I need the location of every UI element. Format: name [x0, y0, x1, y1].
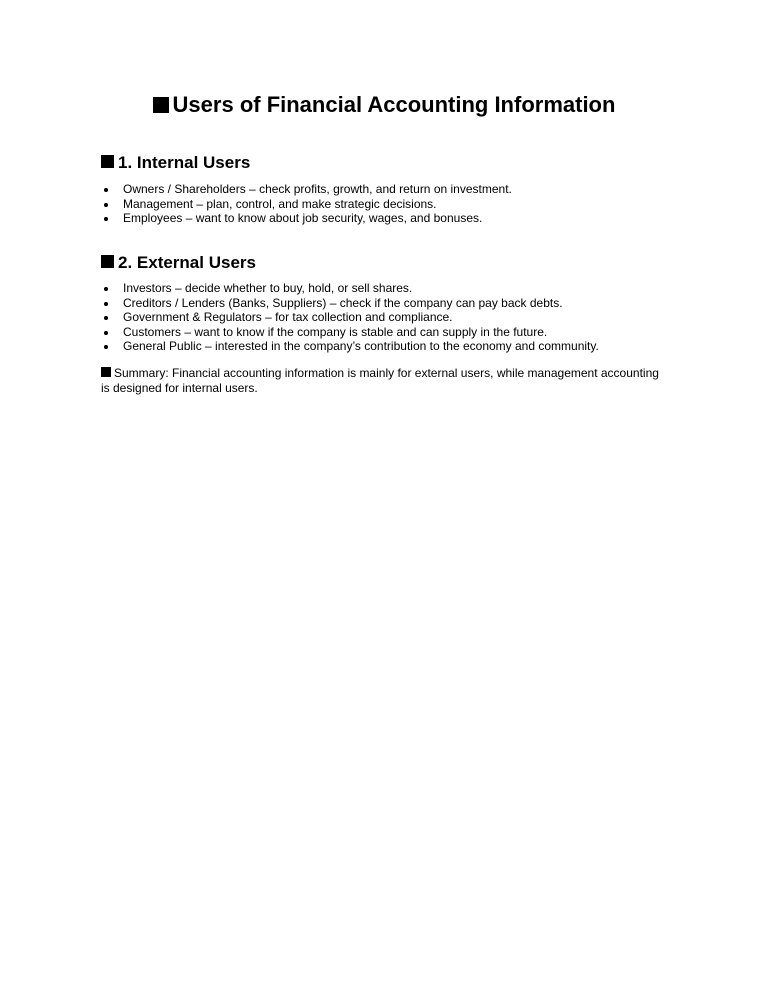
list-item: Investors – decide whether to buy, hold, or sell shares.: [101, 281, 599, 296]
section-heading-internal: 1. Internal Users: [101, 152, 250, 174]
bullet-icon: [104, 345, 108, 349]
list-item: General Public – interested in the company’s contribution to the economy and community.: [101, 339, 599, 354]
square-bullet-icon: [101, 255, 114, 268]
bullet-icon: [104, 331, 108, 335]
bullet-icon: [104, 287, 108, 291]
bullet-icon: [104, 302, 108, 306]
list-item: Management – plan, control, and make strategic decisions.: [101, 197, 512, 212]
internal-users-list: [101, 182, 512, 226]
bullet-icon: [104, 217, 108, 221]
square-bullet-icon: [101, 155, 114, 168]
page-title: Users of Financial Accounting Information: [0, 90, 768, 120]
square-bullet-icon: [153, 97, 169, 113]
bullet-icon: [104, 316, 108, 320]
summary-paragraph: Summary: Financial accounting information is mainly for external users, while management accounting is designed for internal users.: [101, 366, 659, 395]
square-bullet-icon: [101, 367, 111, 377]
list-item: Government & Regulators – for tax collection and compliance.: [101, 310, 599, 325]
list-item: Owners / Shareholders – check profits, growth, and return on investment.: [101, 182, 512, 197]
bullet-icon: [104, 188, 108, 192]
bullet-icon: [104, 203, 108, 207]
list-item: Employees – want to know about job security, wages, and bonuses.: [101, 211, 512, 226]
external-users-list: [101, 281, 599, 354]
list-item: Creditors / Lenders (Banks, Suppliers) – check if the company can pay back debts.: [101, 296, 599, 311]
section-heading-external: 2. External Users: [101, 252, 256, 274]
list-item: Customers – want to know if the company is stable and can supply in the future.: [101, 325, 599, 340]
